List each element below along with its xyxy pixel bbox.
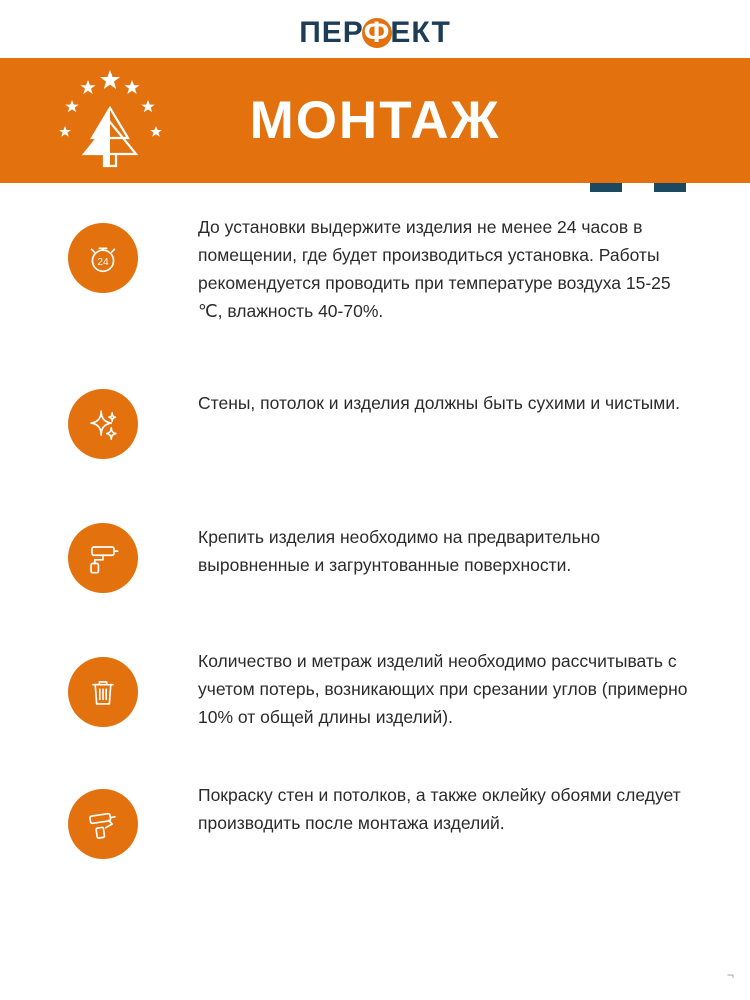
list-item-text bbox=[198, 205, 690, 325]
list-item-text bbox=[198, 505, 690, 579]
list-item-text bbox=[198, 771, 690, 837]
brand-logo-accent: Ф bbox=[363, 16, 391, 49]
list-item bbox=[0, 639, 750, 731]
list-item bbox=[0, 505, 750, 593]
list-item-paragraph: До установки выдержите изделия не менее 24 часов в помещении, где будет производиться установка. Работы рекомендуется проводить при температуре воздуха 15-25 ℃, влажность 40-70%. bbox=[198, 217, 671, 321]
list-item bbox=[0, 371, 750, 459]
paint-roller-tilted-icon bbox=[68, 789, 138, 859]
trash-bin-icon bbox=[68, 657, 138, 727]
list-item-text bbox=[198, 639, 690, 731]
instructions-list bbox=[0, 205, 750, 859]
paint-roller-icon bbox=[68, 523, 138, 593]
list-item-paragraph: Покраску стен и потолков, а также оклейку обоями следует производить после монтажа изделий. bbox=[198, 785, 681, 833]
brand-bar bbox=[0, 0, 750, 58]
svg-text:24: 24 bbox=[97, 256, 109, 268]
list-item-paragraph: Крепить изделия необходимо на предварительно выровненные и загрунтованные поверхности. bbox=[198, 527, 601, 575]
list-item-text bbox=[198, 371, 690, 417]
page-title: МОНТАЖ bbox=[249, 91, 501, 150]
list-item bbox=[0, 771, 750, 859]
brand-logo-part-1: ПЕР bbox=[299, 16, 364, 49]
list-item bbox=[0, 205, 750, 325]
list-item-paragraph: Количество и метраж изделий необходимо рассчитывать с учетом потерь, возникающих при срезании углов (примерно 10% от общей длины изделий). bbox=[198, 651, 688, 727]
sparkle-clean-icon bbox=[68, 389, 138, 459]
brand-logo bbox=[0, 18, 750, 48]
timer-24h-icon bbox=[68, 223, 138, 293]
brand-logo-part-2: ЕКТ bbox=[390, 16, 451, 49]
list-item-paragraph: Стены, потолок и изделия должны быть сухими и чистыми. bbox=[198, 393, 680, 413]
corner-mark: ¬ bbox=[726, 968, 734, 982]
